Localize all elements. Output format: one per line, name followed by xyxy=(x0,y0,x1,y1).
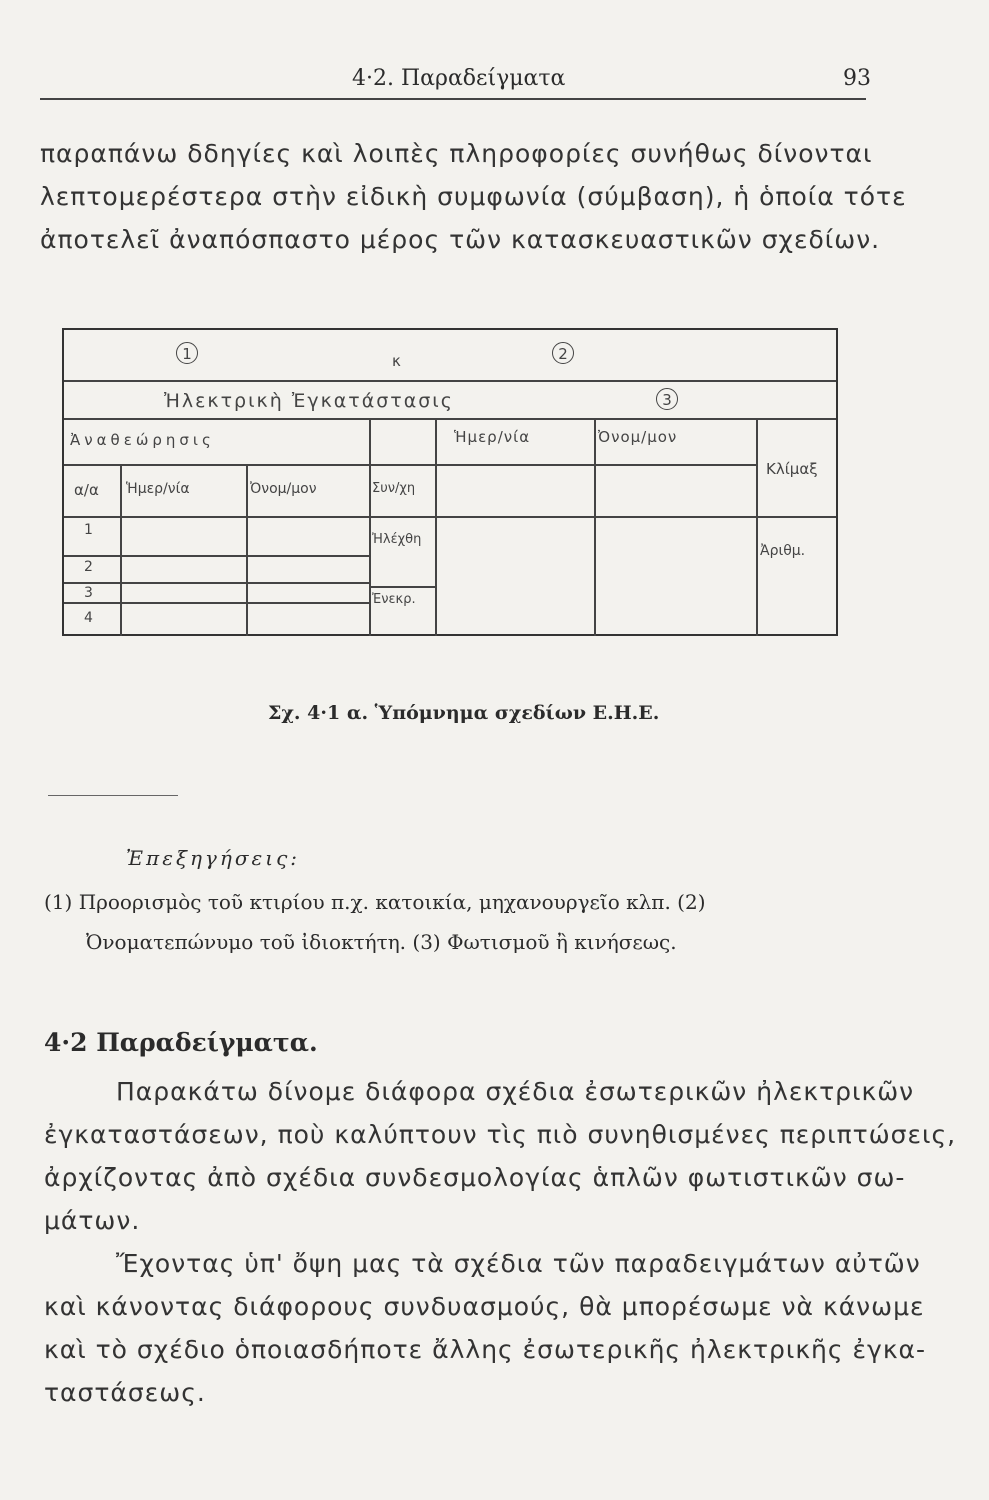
col-name2: Ὀνομ/μον xyxy=(598,428,678,446)
marker-1: 1 xyxy=(176,342,198,364)
body-line: καὶ τὸ σχέδιο ὁποιασδήποτε ἄλλης ἐσωτερικῆς ἠλεκτρικῆς ἐγκα- xyxy=(44,1335,927,1364)
revisions-header: Ἀναθεώρησις xyxy=(70,431,215,449)
intro-line: παραπάνω δδηγίες καὶ λοιπὲς πληροφορίες συνήθως δίνονται xyxy=(40,139,873,168)
body-line: ἀρχίζοντας ἀπὸ σχέδια συνδεσμολογίας ἁπλῶν φωτιστικῶν σω- xyxy=(44,1163,906,1192)
note-line: (1) Προορισμὸς τοῦ κτιρίου π.χ. κατοικία, μηχανουργεῖο κλπ. (2) xyxy=(44,890,706,914)
figure-rule xyxy=(435,418,437,636)
figure-rule xyxy=(64,464,756,466)
label-elec: Ἠλέχθη xyxy=(372,532,422,547)
installation-label: Ἠλεκτρικὴ Ἐγκατάστασις xyxy=(164,390,454,412)
intro-line: ἀποτελεῖ ἀναπόσπαστο μέρος τῶν κατασκευαστικῶν σχεδίων. xyxy=(40,225,881,254)
running-header-title: 4·2. Παραδείγματα xyxy=(352,66,566,91)
col-name: Ὀνομ/μον xyxy=(250,481,317,497)
figure-rule xyxy=(756,418,758,636)
page-number: 93 xyxy=(843,66,871,91)
col-aa: α/α xyxy=(74,481,99,499)
figure-caption: Σχ. 4·1 α. Ὑπόμνημα σχεδίων Ε.Η.Ε. xyxy=(268,702,660,724)
figure-rule xyxy=(246,464,248,636)
figure-rule xyxy=(64,380,836,382)
figure-rule xyxy=(64,516,836,518)
col-date: Ἡμερ/νία xyxy=(126,481,190,497)
figure-rule xyxy=(120,464,122,636)
explanation-notes xyxy=(44,882,706,962)
body-line: Παρακάτω δίνομε διάφορα σχέδια ἐσωτερικῶν ἠλεκτρικῶν xyxy=(116,1077,915,1106)
explanations-title: Ἐπεξηγήσεις: xyxy=(126,846,301,870)
footnote-rule xyxy=(48,795,178,796)
figure-rule xyxy=(369,586,435,588)
col-date2: Ἡμερ/νία xyxy=(454,428,531,446)
marker-2: 2 xyxy=(552,342,574,364)
row-number: 1 xyxy=(84,522,93,538)
figure-rule xyxy=(369,418,371,636)
row-number: 4 xyxy=(84,610,93,626)
figure-rule xyxy=(64,555,369,557)
col-scale: Κλίμαξ xyxy=(766,460,818,478)
note-line: Ὀνοματεπώνυμο τοῦ ἰδιοκτήτη. (3) Φωτισμοῦ ἢ κινήσεως. xyxy=(86,930,677,954)
figure-rule xyxy=(594,418,596,636)
figure-rule xyxy=(64,418,836,420)
body-line: ἐγκαταστάσεων, ποὺ καλύπτουν τὶς πιὸ συνηθισμένες περιπτώσεις, xyxy=(44,1120,957,1149)
title-block-figure xyxy=(62,328,838,636)
figure-rule xyxy=(64,602,369,604)
body-paragraph xyxy=(44,1070,956,1414)
intro-paragraph xyxy=(40,132,907,261)
k-label: κ xyxy=(392,352,401,370)
header-rule xyxy=(40,98,866,100)
intro-line: λεπτομερέστερα στὴν εἰδικὴ συμφωνία (σύμβαση), ἡ ὁποία τότε xyxy=(40,182,907,211)
row-number: 2 xyxy=(84,559,93,575)
body-line: Ἔχοντας ὑπ' ὄψη μας τὰ σχέδια τῶν παραδειγμάτων αὐτῶν xyxy=(116,1249,921,1278)
body-line: καὶ κάνοντας διάφορους συνδυασμούς, θὰ μπορέσωμε νὰ κάνωμε xyxy=(44,1292,925,1321)
figure-rule xyxy=(64,582,369,584)
section-title: 4·2 Παραδείγματα. xyxy=(44,1028,318,1057)
col-drawn: Συν/χη xyxy=(372,481,416,496)
body-line: ταστάσεως. xyxy=(44,1378,206,1407)
marker-3: 3 xyxy=(656,388,678,410)
body-line: μάτων. xyxy=(44,1206,141,1235)
label-number: Ἀριθμ. xyxy=(760,543,806,559)
label-approved: Ἐνεκρ. xyxy=(372,592,416,607)
row-number: 3 xyxy=(84,585,93,601)
